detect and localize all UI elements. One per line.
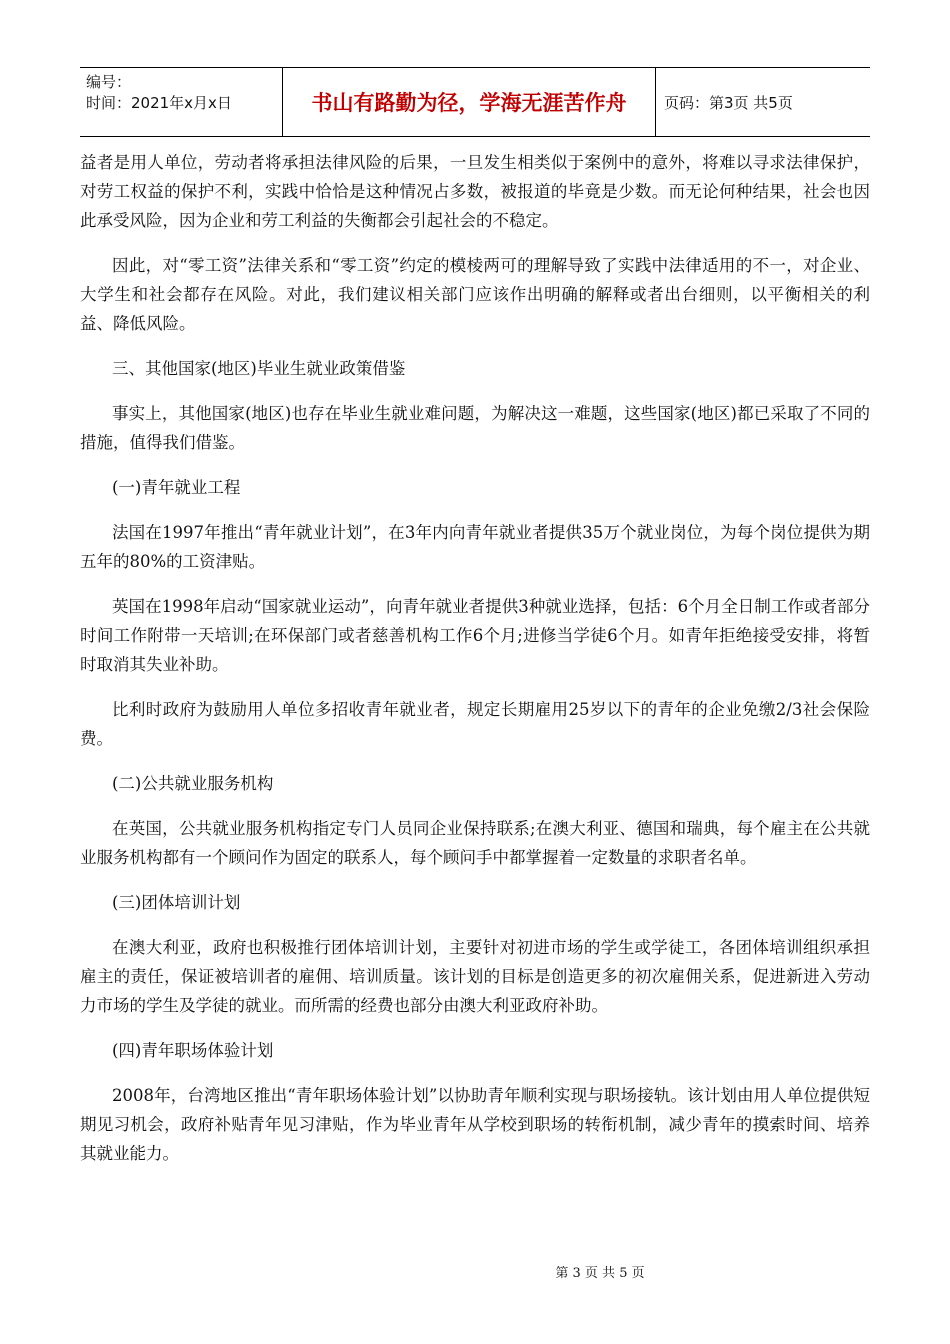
paragraph: 英国在1998年启动“国家就业运动”，向青年就业者提供3种就业选择，包括：6个月全日制工作或者部分时间工作附带一天培训;在环保部门或者慈善机构工作6个月;进修当学徒6个月。如青年拒绝接受安排，将暂时取消其失业补助。 [80, 597, 870, 674]
document-time-label: 时间：2021年x月x日 [86, 94, 232, 112]
subsection-heading: (四)青年职场体验计划 [112, 1041, 274, 1060]
subsection-heading: (二)公共就业服务机构 [112, 774, 274, 793]
paragraph: 在澳大利亚，政府也积极推行团体培训计划，主要针对初进市场的学生或学徒工，各团体培训组织承担雇主的责任，保证被培训者的雇佣、培训质量。该计划的目标是创造更多的初次雇佣关系，促进新进入劳动力市场的学生及学徒的就业。而所需的经费也部分由澳大利亚政府补助。 [80, 938, 870, 1015]
header-page-label: 页码：第3页 共5页 [664, 93, 793, 112]
document-number-label: 编号： [86, 73, 132, 91]
header-motto: 书山有路勤为径，学海无涯苦作舟 [283, 68, 656, 136]
header-meta [80, 68, 283, 136]
page-header [80, 67, 870, 137]
paragraph: 比利时政府为鼓励用人单位多招收青年就业者，规定长期雇用25岁以下的青年的企业免缴2/3社会保险费。 [80, 700, 870, 748]
paragraph: 法国在1997年推出“青年就业计划”，在3年内向青年就业者提供35万个就业岗位，为每个岗位提供为期五年的80%的工资津贴。 [80, 523, 870, 571]
paragraph: 因此，对“零工资”法律关系和“零工资”约定的模棱两可的理解导致了实践中法律适用的不一，对企业、大学生和社会都存在风险。对此，我们建议相关部门应该作出明确的解释或者出台细则，以平衡相关的利益、降低风险。 [80, 256, 870, 333]
subsection-heading: (三)团体培训计划 [112, 893, 241, 912]
page-footer: 第 3 页 共 5 页 [555, 1266, 645, 1281]
section-heading: 三、其他国家(地区)毕业生就业政策借鉴 [112, 359, 406, 378]
document-body [80, 148, 870, 1184]
subsection-heading: (一)青年就业工程 [112, 478, 241, 497]
paragraph-continuation: 益者是用人单位，劳动者将承担法律风险的后果，一旦发生相类似于案例中的意外，将难以寻求法律保护，对劳工权益的保护不利，实践中恰恰是这种情况占多数，被报道的毕竟是少数。而无论何种结果，社会也因此承受风险，因为企业和劳工利益的失衡都会引起社会的不稳定。 [80, 153, 870, 230]
paragraph: 在英国，公共就业服务机构指定专门人员同企业保持联系;在澳大利亚、德国和瑞典，每个雇主在公共就业服务机构都有一个顾问作为固定的联系人，每个顾问手中都掌握着一定数量的求职者名单。 [80, 819, 870, 867]
paragraph: 2008年，台湾地区推出“青年职场体验计划”以协助青年顺利实现与职场接轨。该计划由用人单位提供短期见习机会，政府补贴青年见习津贴，作为毕业青年从学校到职场的转衔机制，减少青年的摸索时间、培养其就业能力。 [80, 1086, 870, 1163]
paragraph: 事实上，其他国家(地区)也存在毕业生就业难问题，为解决这一难题，这些国家(地区)都已采取了不同的措施，值得我们借鉴。 [80, 404, 870, 452]
